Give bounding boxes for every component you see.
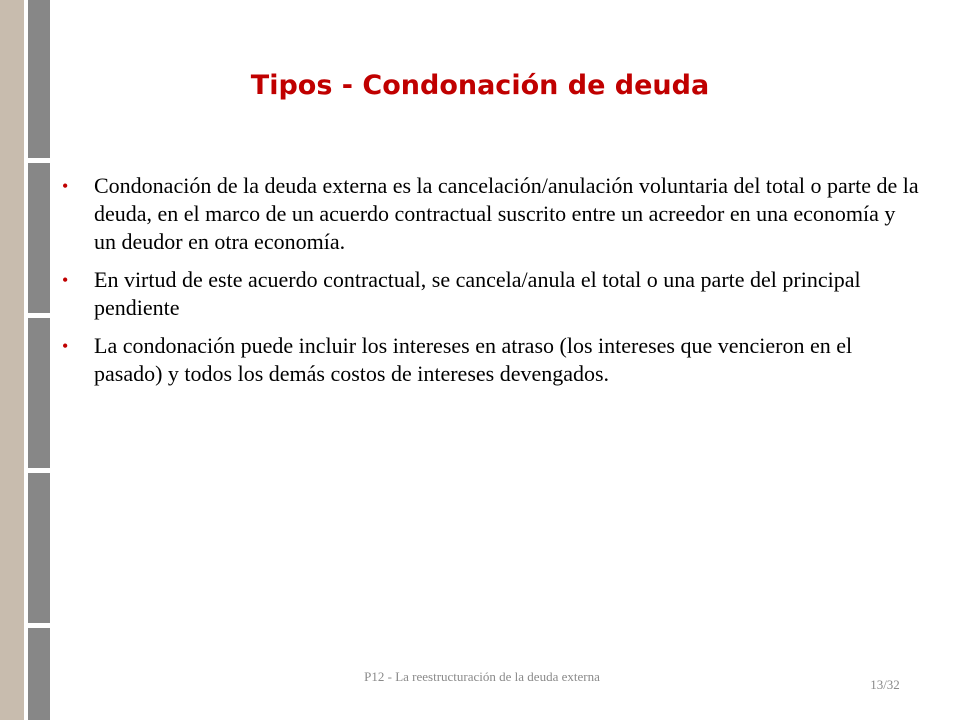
footer-text: P12 - La reestructuración de la deuda externa <box>364 669 600 684</box>
sidebar-dark-block-2 <box>28 163 50 313</box>
bullet-list <box>62 172 922 398</box>
bullet-text: La condonación puede incluir los intereses en atraso (los intereses que vencieron en el pasado) y todos los demás costos de intereses devengados. <box>94 333 853 386</box>
slide-title: Tipos - Condonación de deuda <box>250 70 710 101</box>
bullet-item <box>62 332 922 388</box>
bullet-item <box>62 172 922 256</box>
bullet-icon: • <box>62 176 69 196</box>
sidebar-light-stripe <box>0 0 24 720</box>
bullet-text: En virtud de este acuerdo contractual, se cancela/anula el total o una parte del principal pendiente <box>94 267 861 320</box>
bullet-text: Condonación de la deuda externa es la cancelación/anulación voluntaria del total o parte de la deuda, en el marco de un acuerdo contractual suscrito entre un acreedor en una economía y un deudor en otra economía. <box>94 173 919 254</box>
sidebar-dark-block-3 <box>28 318 50 468</box>
page-number: 13/32 <box>870 677 900 692</box>
bullet-item <box>62 266 922 322</box>
sidebar-dark-block-5 <box>28 628 50 720</box>
bullet-icon: • <box>62 336 69 356</box>
bullet-icon: • <box>62 270 69 290</box>
sidebar-decoration <box>0 0 50 720</box>
sidebar-dark-block-4 <box>28 473 50 623</box>
